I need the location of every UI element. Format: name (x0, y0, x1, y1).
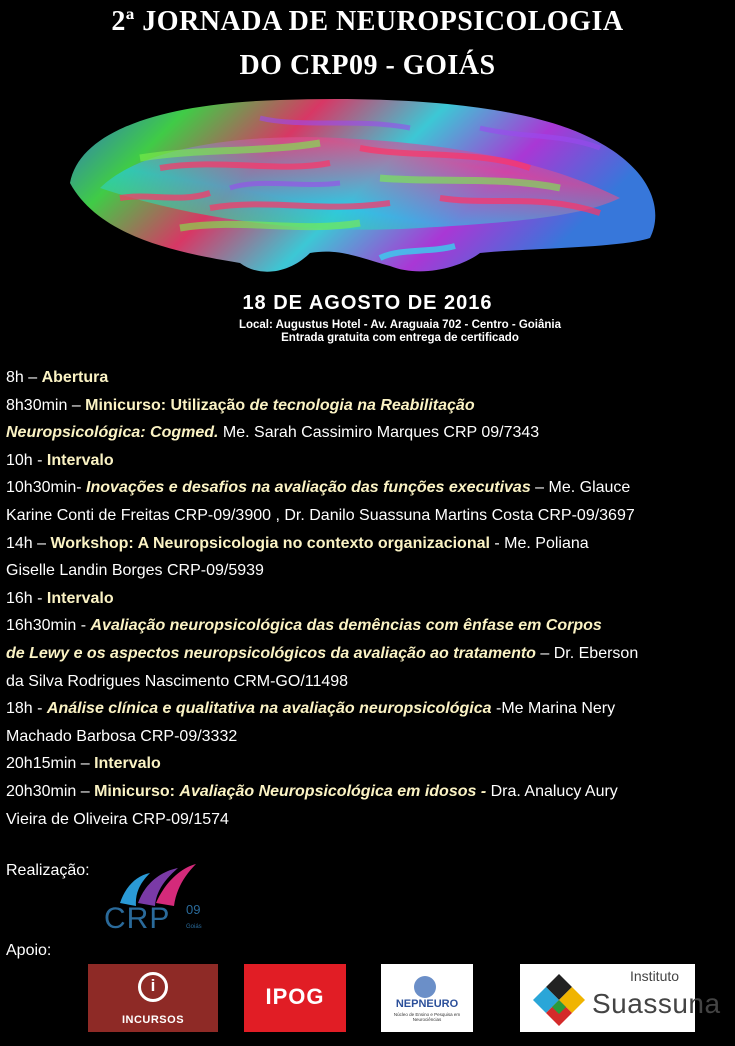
event-location: Local: Augustus Hotel - Av. Araguaia 702 - Centro - Goiânia (238, 319, 562, 331)
instituto-suassuna-logo (520, 964, 721, 1032)
crp-logo-subtitle: Goiás (186, 924, 202, 930)
schedule-highlight: Intervalo (46, 451, 114, 469)
schedule-line (6, 668, 735, 696)
schedule-text: Me. Sarah Cassimiro Marques CRP 09/7343 (218, 424, 540, 442)
schedule-text: 8h – (6, 369, 42, 386)
schedule-highlight: Workshop: A Neuropsicologia no contexto organizacional (50, 534, 490, 552)
schedule-text: 20h15min – (6, 755, 95, 773)
schedule-text: 10h - (6, 451, 47, 469)
schedule-line (6, 447, 735, 475)
crp-swirl-icon (100, 858, 220, 908)
schedule-line (6, 806, 735, 834)
event-entry-note: Entrada gratuita com entrega de certificado (281, 332, 519, 344)
schedule-line (6, 695, 735, 723)
schedule-text: Giselle Landin Borges CRP-09/5939 (6, 562, 264, 580)
schedule-list (6, 364, 735, 833)
event-title-line-2: DO CRP09 - GOIÁS (239, 50, 496, 81)
schedule-highlight: Avaliação neuropsicológica das demências com ênfase em Corpos (90, 617, 602, 635)
schedule-line (6, 557, 735, 585)
ipog-logo (244, 964, 346, 1032)
crp09-logo (100, 858, 220, 938)
schedule-line (6, 612, 735, 640)
schedule-line (6, 364, 735, 392)
brain-tractography-image (60, 88, 670, 288)
incursos-logo-text: INCURSOS (121, 1014, 185, 1026)
schedule-text: -Me Marina Nery (491, 700, 616, 718)
schedule-highlight: Minicurso: (94, 782, 180, 800)
schedule-text: – Me. Glauce (530, 479, 631, 497)
schedule-text: - Me. Poliana (489, 534, 589, 552)
schedule-line (6, 392, 735, 420)
schedule-highlight: Minicurso: Utilização (85, 396, 250, 414)
ipog-logo-text: IPOG (265, 984, 325, 1009)
schedule-text: Vieira de Oliveira CRP-09/1574 (6, 810, 229, 828)
schedule-text: 20h30min – (6, 782, 95, 800)
schedule-text: 16h - (6, 589, 47, 607)
schedule-text: Dra. Analucy Aury (486, 782, 618, 800)
schedule-highlight: de Lewy e os aspectos neuropsicológicos da avaliação ao tratamento (6, 644, 536, 662)
schedule-highlight: Avaliação Neuropsicológica em idosos - (179, 782, 487, 800)
crp-logo-number: 09 (186, 902, 201, 917)
schedule-highlight: Análise clínica e qualitativa na avaliação neuropsicológica (46, 700, 492, 718)
schedule-highlight: Abertura (41, 369, 109, 386)
schedule-text: 16h30min - (6, 617, 91, 635)
schedule-line (6, 640, 735, 668)
nepneuro-head-icon (414, 976, 436, 998)
suassuna-logo-line1: Instituto (630, 968, 680, 984)
apoio-label: Apoio: (6, 942, 52, 959)
nepneuro-logo-subtitle: Núcleo de Ensino e Pesquisa em Neurociências (393, 1012, 461, 1022)
schedule-text: 8h30min – (6, 396, 86, 414)
nepneuro-logo-text: NEPNEURO (395, 998, 459, 1010)
event-title-line-1: 2ª JORNADA DE NEUROPSICOLOGIA (111, 6, 624, 37)
incursos-i-icon: i (138, 972, 168, 1002)
schedule-highlight: Neuropsicológica: Cogmed. (6, 424, 219, 442)
schedule-text: 18h - (6, 700, 47, 718)
event-date: 18 DE AGOSTO DE 2016 (242, 292, 493, 314)
event-location-block (160, 319, 640, 345)
schedule-line (6, 723, 735, 751)
schedule-line (6, 778, 735, 806)
schedule-text: Karine Conti de Freitas CRP-09/3900 , Dr. Danilo Suassuna Martins Costa CRP-09/3697 (6, 506, 635, 524)
crp-logo-text: CRP (104, 902, 171, 935)
schedule-line (6, 530, 735, 558)
schedule-highlight: Inovações e desafios na avaliação das funções executivas (86, 479, 531, 497)
realizacao-label: Realização: (6, 862, 90, 879)
incursos-logo (88, 964, 218, 1032)
schedule-highlight: Intervalo (46, 589, 114, 607)
schedule-text: Machado Barbosa CRP-09/3332 (6, 727, 238, 745)
nepneuro-logo (381, 964, 473, 1032)
schedule-text: – Dr. Eberson (535, 644, 639, 662)
schedule-text: 10h30min- (6, 479, 87, 497)
suassuna-mosaic-icon (528, 972, 590, 1028)
schedule-text: 14h – (6, 534, 51, 552)
schedule-line (6, 750, 735, 778)
schedule-highlight: de tecnologia na Reabilitação (249, 396, 475, 414)
schedule-line (6, 585, 735, 613)
schedule-highlight: Intervalo (94, 755, 161, 773)
schedule-line (6, 419, 735, 447)
schedule-line (6, 502, 735, 530)
suassuna-logo-line2: Suassuna (592, 988, 721, 1019)
schedule-line (6, 474, 735, 502)
schedule-text: da Silva Rodrigues Nascimento CRM-GO/11498 (6, 672, 349, 690)
